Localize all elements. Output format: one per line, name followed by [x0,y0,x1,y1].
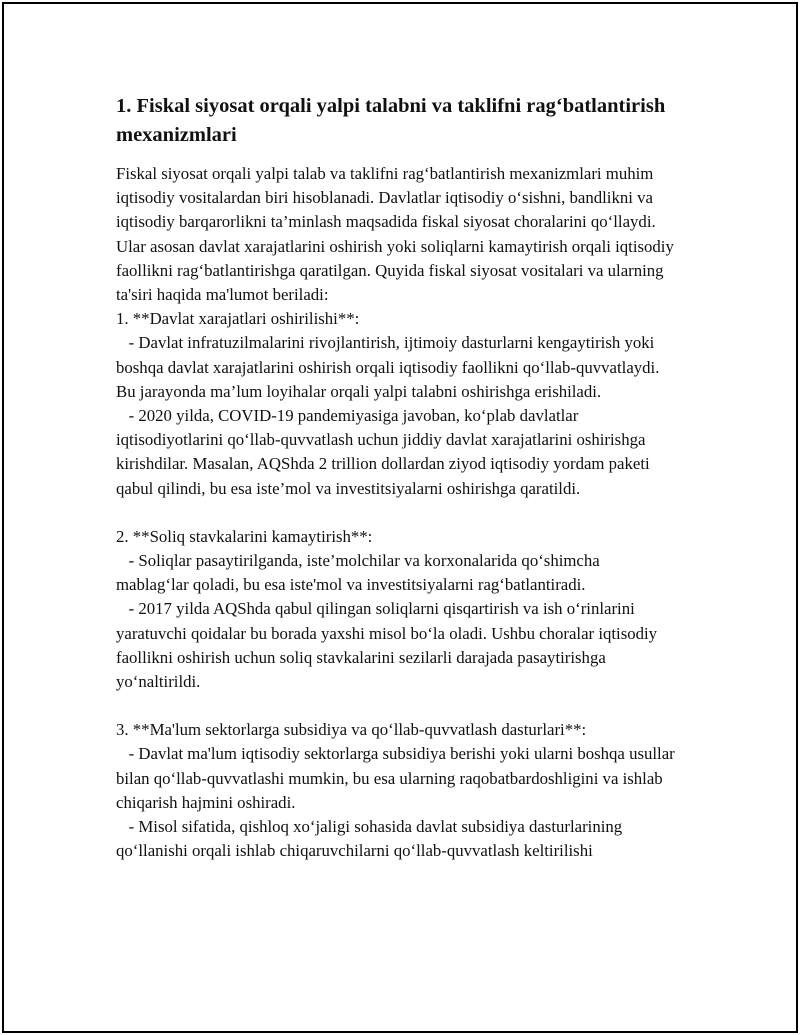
section-bullet: - Misol sifatida, qishloq xo‘jaligi sohasida davlat subsidiya dasturlarining qo‘llanishi orqali ishlab chiqaruvchilarni qo‘llab-quvvatlash keltirilishi [116,817,627,861]
section-bullet: - Soliqlar pasaytirilganda, iste’molchilar va korxonalarida qo‘shimcha mablag‘lar qoladi, bu esa iste'mol va investitsiyalarni rag‘batlantiradi. [116,551,604,595]
document-body [116,92,679,863]
section-bullet: - 2017 yilda AQShda qabul qilingan soliqlarni qisqartirish va ish o‘rinlarini yaratuvchi qoidalar bu borada yaxshi misol bo‘la oladi. Ushbu choralar iqtisodiy faollikni oshirish uchun soliq stavkalarini sezilarli darajada pasaytirishga yo‘naltirildi. [116,599,662,692]
document-title: 1. Fiskal siyosat orqali yalpi talabni va taklifni rag‘batlantirish mexanizmlari [116,95,666,146]
section-heading: 3. **Ma'lum sektorlarga subsidiya va qo‘llab-quvvatlash dasturlari**: [116,720,587,740]
intro-paragraph: Fiskal siyosat orqali yalpi talab va taklifni rag‘batlantirish mexanizmlari muhim iqtisodiy vositalardan biri hisoblanadi. Davlatlar iqtisodiy o‘sishni, bandlikni va iqtisodiy barqarorlikni ta’minlash maqsadida fiskal siyosat choralarini qo‘llaydi. Ular asosan davlat xarajatlarini oshirish yoki soliqlarni kamaytirish orqali iqtisodiy faollikni rag‘batlantirishga qaratilgan. Quyida fiskal siyosat vositalari va ularning ta'siri haqida ma'lumot beriladi: [116,164,674,305]
section-1 [116,307,676,501]
section-3 [116,718,679,863]
section-2 [116,525,676,694]
section-heading: 2. **Soliq stavkalarini kamaytirish**: [116,526,373,546]
section-heading: 1. **Davlat xarajatlari oshirilishi**: [116,309,360,329]
section-bullet: - 2020 yilda, COVID-19 pandemiyasiga javoban, ko‘plab davlatlar iqtisodiyotlarini qo‘llab-quvvatlash uchun jiddiy davlat xarajatlarini oshirishga kirishdilar. Masalan, AQShda 2 trillion dollardan ziyod iqtisodiy yordam paketi qabul qilindi, bu esa iste’mol va investitsiyalarni oshirishga qaratildi. [116,406,654,498]
section-bullet: - Davlat ma'lum iqtisodiy sektorlarga subsidiya berishi yoki ularni boshqa usullar bilan qo‘llab-quvvatlashi mumkin, bu esa ularning raqobatbardoshligini va ishlab chiqarish hajmini oshiradi. [116,744,679,812]
section-bullet: - Davlat infratuzilmalarini rivojlantirish, ijtimoiy dasturlarni kengaytirish yoki boshqa davlat xarajatlarini oshirish orqali iqtisodiy faollikni qo‘llab-quvvatlaydi. Bu jarayonda ma’lum loyihalar orqali yalpi talabni oshirishga erishiladi. [116,333,664,401]
